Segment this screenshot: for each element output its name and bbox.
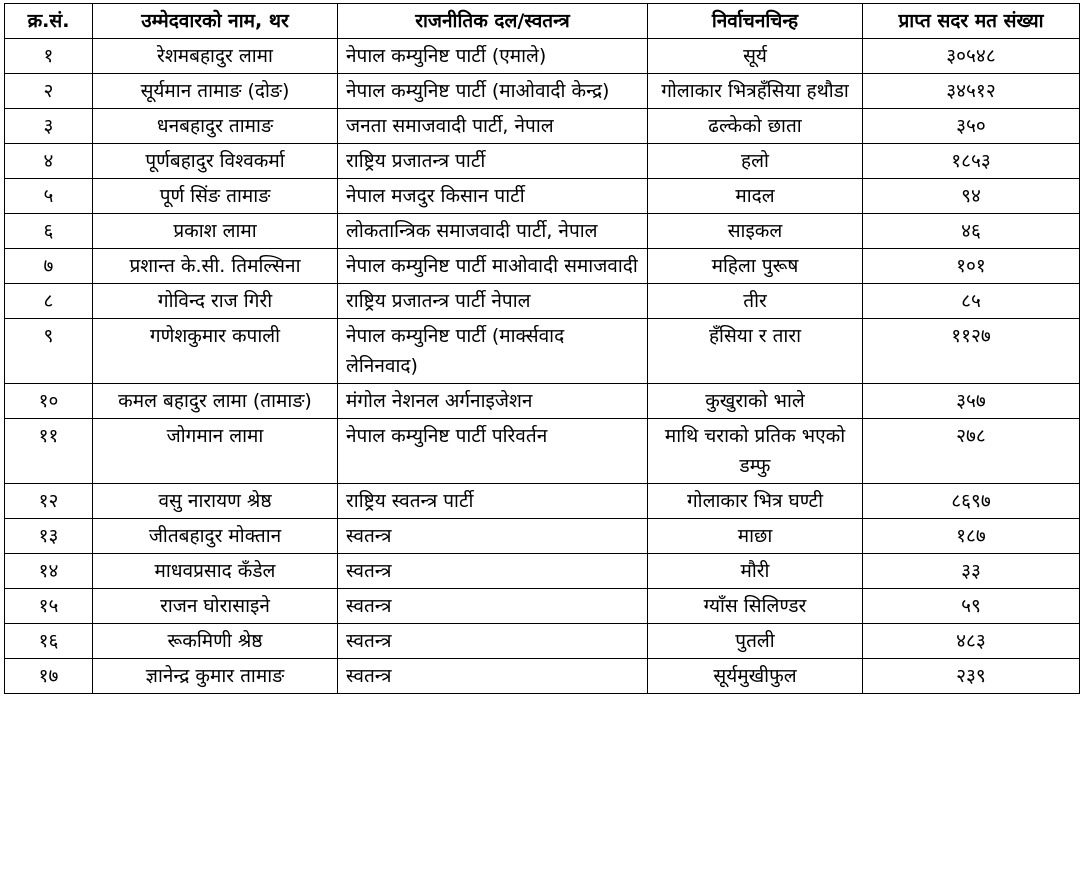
cell-candidate-name: प्रशान्त के.सी. तिमल्सिना — [93, 249, 338, 284]
cell-valid-votes: ९४ — [863, 179, 1080, 214]
table-row — [5, 589, 1080, 624]
cell-serial-number: १० — [5, 384, 93, 419]
table-row — [5, 179, 1080, 214]
table-row — [5, 249, 1080, 284]
table-row — [5, 319, 1080, 384]
cell-serial-number: १७ — [5, 659, 93, 694]
cell-party: जनता समाजवादी पार्टी, नेपाल — [338, 109, 648, 144]
cell-serial-number: १ — [5, 39, 93, 74]
cell-valid-votes: २३९ — [863, 659, 1080, 694]
cell-valid-votes: ५९ — [863, 589, 1080, 624]
cell-valid-votes: २७८ — [863, 419, 1080, 484]
cell-serial-number: ३ — [5, 109, 93, 144]
cell-serial-number: १४ — [5, 554, 93, 589]
cell-election-symbol: तीर — [648, 284, 863, 319]
cell-election-symbol: हँसिया र तारा — [648, 319, 863, 384]
cell-serial-number: २ — [5, 74, 93, 109]
cell-election-symbol: हलो — [648, 144, 863, 179]
cell-valid-votes: १८५३ — [863, 144, 1080, 179]
cell-serial-number: १२ — [5, 484, 93, 519]
cell-party: स्वतन्त्र — [338, 624, 648, 659]
cell-party: स्वतन्त्र — [338, 554, 648, 589]
cell-party: राष्ट्रिय प्रजातन्त्र पार्टी — [338, 144, 648, 179]
cell-election-symbol: माछा — [648, 519, 863, 554]
cell-party: नेपाल कम्युनिष्ट पार्टी माओवादी समाजवादी — [338, 249, 648, 284]
cell-party: नेपाल कम्युनिष्ट पार्टी परिवर्तन — [338, 419, 648, 484]
table-row — [5, 419, 1080, 484]
cell-candidate-name: रेशमबहादुर लामा — [93, 39, 338, 74]
cell-party: नेपाल कम्युनिष्ट पार्टी (माओवादी केन्द्र) — [338, 74, 648, 109]
table-body — [5, 39, 1080, 694]
cell-serial-number: ५ — [5, 179, 93, 214]
cell-election-symbol: सूर्य — [648, 39, 863, 74]
cell-valid-votes: ४८३ — [863, 624, 1080, 659]
cell-candidate-name: गोविन्द राज गिरी — [93, 284, 338, 319]
table-row — [5, 144, 1080, 179]
cell-candidate-name: वसु नारायण श्रेष्ठ — [93, 484, 338, 519]
header-candidate-name: उम्मेदवारको नाम, थर — [93, 4, 338, 39]
cell-candidate-name: प्रकाश लामा — [93, 214, 338, 249]
cell-candidate-name: पूर्ण सिंङ तामाङ — [93, 179, 338, 214]
cell-election-symbol: ढल्केको छाता — [648, 109, 863, 144]
cell-candidate-name: रूकमिणी श्रेष्ठ — [93, 624, 338, 659]
cell-election-symbol: साइकल — [648, 214, 863, 249]
cell-party: स्वतन्त्र — [338, 589, 648, 624]
table-row — [5, 554, 1080, 589]
cell-election-symbol: गोलाकार भित्र घण्टी — [648, 484, 863, 519]
table-row — [5, 384, 1080, 419]
candidate-results-table — [4, 3, 1080, 694]
cell-valid-votes: ४६ — [863, 214, 1080, 249]
cell-election-symbol: महिला पुरूष — [648, 249, 863, 284]
cell-party: राष्ट्रिय प्रजातन्त्र पार्टी नेपाल — [338, 284, 648, 319]
cell-serial-number: १३ — [5, 519, 93, 554]
cell-valid-votes: ८६९७ — [863, 484, 1080, 519]
cell-candidate-name: ज्ञानेन्द्र कुमार तामाङ — [93, 659, 338, 694]
cell-party: स्वतन्त्र — [338, 519, 648, 554]
header-row — [5, 4, 1080, 39]
cell-serial-number: ९ — [5, 319, 93, 384]
cell-election-symbol: कुखुराको भाले — [648, 384, 863, 419]
table-row — [5, 284, 1080, 319]
cell-valid-votes: ३३ — [863, 554, 1080, 589]
cell-serial-number: ८ — [5, 284, 93, 319]
cell-candidate-name: कमल बहादुर लामा (तामाङ) — [93, 384, 338, 419]
cell-election-symbol: गोलाकार भित्रहँसिया हथौडा — [648, 74, 863, 109]
cell-candidate-name: माधवप्रसाद कँडेल — [93, 554, 338, 589]
cell-election-symbol: पुतली — [648, 624, 863, 659]
cell-valid-votes: ११२७ — [863, 319, 1080, 384]
cell-serial-number: ४ — [5, 144, 93, 179]
cell-party: स्वतन्त्र — [338, 659, 648, 694]
cell-election-symbol: मौरी — [648, 554, 863, 589]
cell-valid-votes: १०१ — [863, 249, 1080, 284]
cell-serial-number: ७ — [5, 249, 93, 284]
cell-valid-votes: ३०५४८ — [863, 39, 1080, 74]
cell-valid-votes: १८७ — [863, 519, 1080, 554]
header-party: राजनीतिक दल/स्वतन्त्र — [338, 4, 648, 39]
cell-election-symbol: मादल — [648, 179, 863, 214]
cell-valid-votes: ३४५१२ — [863, 74, 1080, 109]
cell-valid-votes: ८५ — [863, 284, 1080, 319]
table-row — [5, 659, 1080, 694]
cell-party: नेपाल कम्युनिष्ट पार्टी (मार्क्सवाद लेनिनवाद) — [338, 319, 648, 384]
cell-valid-votes: ३५७ — [863, 384, 1080, 419]
table-row — [5, 484, 1080, 519]
header-election-symbol: निर्वाचनचिन्ह — [648, 4, 863, 39]
cell-election-symbol: ग्याँस सिलिण्डर — [648, 589, 863, 624]
cell-candidate-name: गणेशकुमार कपाली — [93, 319, 338, 384]
cell-party: राष्ट्रिय स्वतन्त्र पार्टी — [338, 484, 648, 519]
cell-serial-number: १५ — [5, 589, 93, 624]
cell-valid-votes: ३५० — [863, 109, 1080, 144]
cell-party: लोकतान्त्रिक समाजवादी पार्टी, नेपाल — [338, 214, 648, 249]
cell-candidate-name: जीतबहादुर मोक्तान — [93, 519, 338, 554]
cell-party: नेपाल कम्युनिष्ट पार्टी (एमाले) — [338, 39, 648, 74]
table-row — [5, 109, 1080, 144]
header-valid-votes: प्राप्त सदर मत संख्या — [863, 4, 1080, 39]
cell-candidate-name: पूर्णबहादुर विश्वकर्मा — [93, 144, 338, 179]
cell-election-symbol: माथि चराको प्रतिक भएको डम्फु — [648, 419, 863, 484]
cell-party: मंगोल नेशनल अर्गनाइजेशन — [338, 384, 648, 419]
table-row — [5, 39, 1080, 74]
cell-candidate-name: सूर्यमान तामाङ (दोङ) — [93, 74, 338, 109]
cell-serial-number: ११ — [5, 419, 93, 484]
cell-candidate-name: राजन घोरासाइने — [93, 589, 338, 624]
cell-candidate-name: धनबहादुर तामाङ — [93, 109, 338, 144]
cell-serial-number: १६ — [5, 624, 93, 659]
table-row — [5, 74, 1080, 109]
cell-election-symbol: सूर्यमुखीफुल — [648, 659, 863, 694]
table-row — [5, 214, 1080, 249]
table-row — [5, 519, 1080, 554]
cell-candidate-name: जोगमान लामा — [93, 419, 338, 484]
cell-serial-number: ६ — [5, 214, 93, 249]
cell-party: नेपाल मजदुर किसान पार्टी — [338, 179, 648, 214]
header-serial-number: क्र.सं. — [5, 4, 93, 39]
table-row — [5, 624, 1080, 659]
